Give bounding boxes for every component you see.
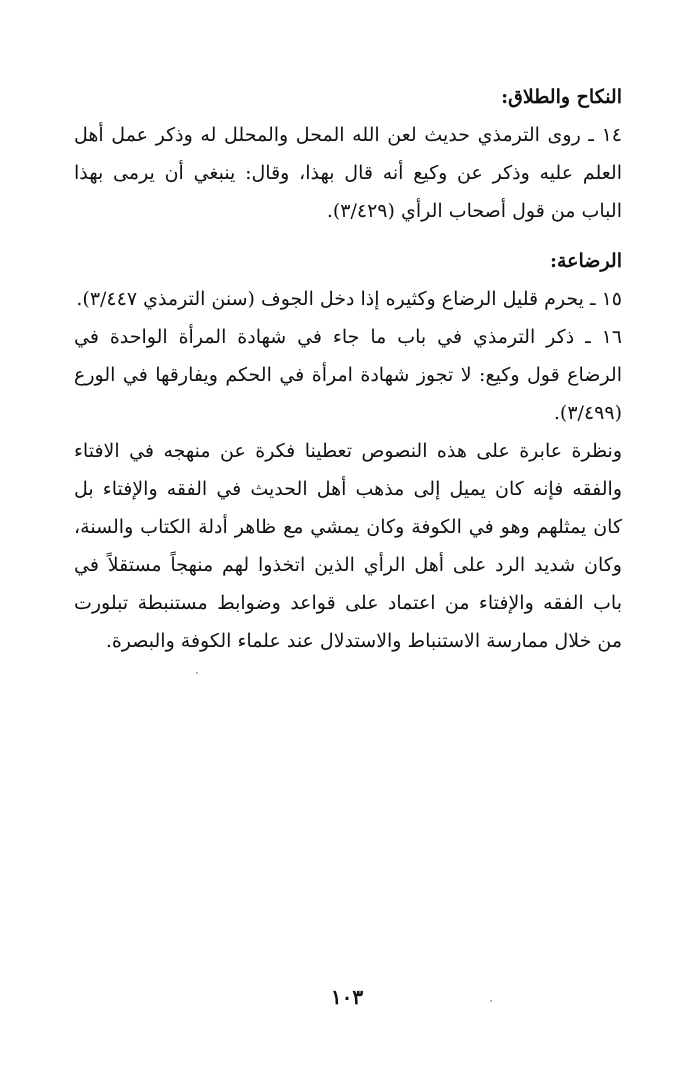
item-15: ١٥ ـ يحرم قليل الرضاع وكثيره إذا دخل الجوف (سنن الترمذي ٣/٤٤٧). — [76, 288, 622, 310]
print-speck — [490, 1000, 492, 1002]
heading-radaa: الرضاعة: — [549, 250, 622, 272]
heading-nikah-talaq: النكاح والطلاق: — [501, 86, 622, 108]
conclusion-paragraph: ونظرة عابرة على هذه النصوص تعطينا فكرة عن منهجه في الافتاء والفقه فإنه كان يميل إلى مذهب أهل الحديث في الفقه والإفتاء بل كان يمثلهم وهو في الكوفة وكان يمشي مع ظاهر أدلة الكتاب والسنة، وكان شديد الرد على أهل الرأي الذين اتخذوا لهم منهجاً مستقلاً في باب الفقه والإفتاء من اعتماد على قواعد وضوابط مستنبطة تبلورت من خلال ممارسة الاستنباط والاستدلال عند علماء الكوفة والبصرة. — [74, 440, 622, 652]
page-number: ١٠٣ — [330, 985, 364, 1009]
item-16: ١٦ ـ ذكر الترمذي في باب ما جاء في شهادة المرأة الواحدة في الرضاع قول وكيع: لا تجوز شهادة امرأة في الحكم ويفارقها في الورع (٣/٤٩٩). — [74, 326, 622, 424]
page-text — [74, 78, 622, 660]
print-speck — [196, 672, 198, 674]
item-14: ١٤ ـ روى الترمذي حديث لعن الله المحل والمحلل له وذكر عمل أهل العلم عليه وذكر عن وكيع أنه قال بهذا، وقال: ينبغي أن يرمى بهذا الباب من قول أصحاب الرأي (٣/٤٢٩). — [74, 124, 622, 222]
